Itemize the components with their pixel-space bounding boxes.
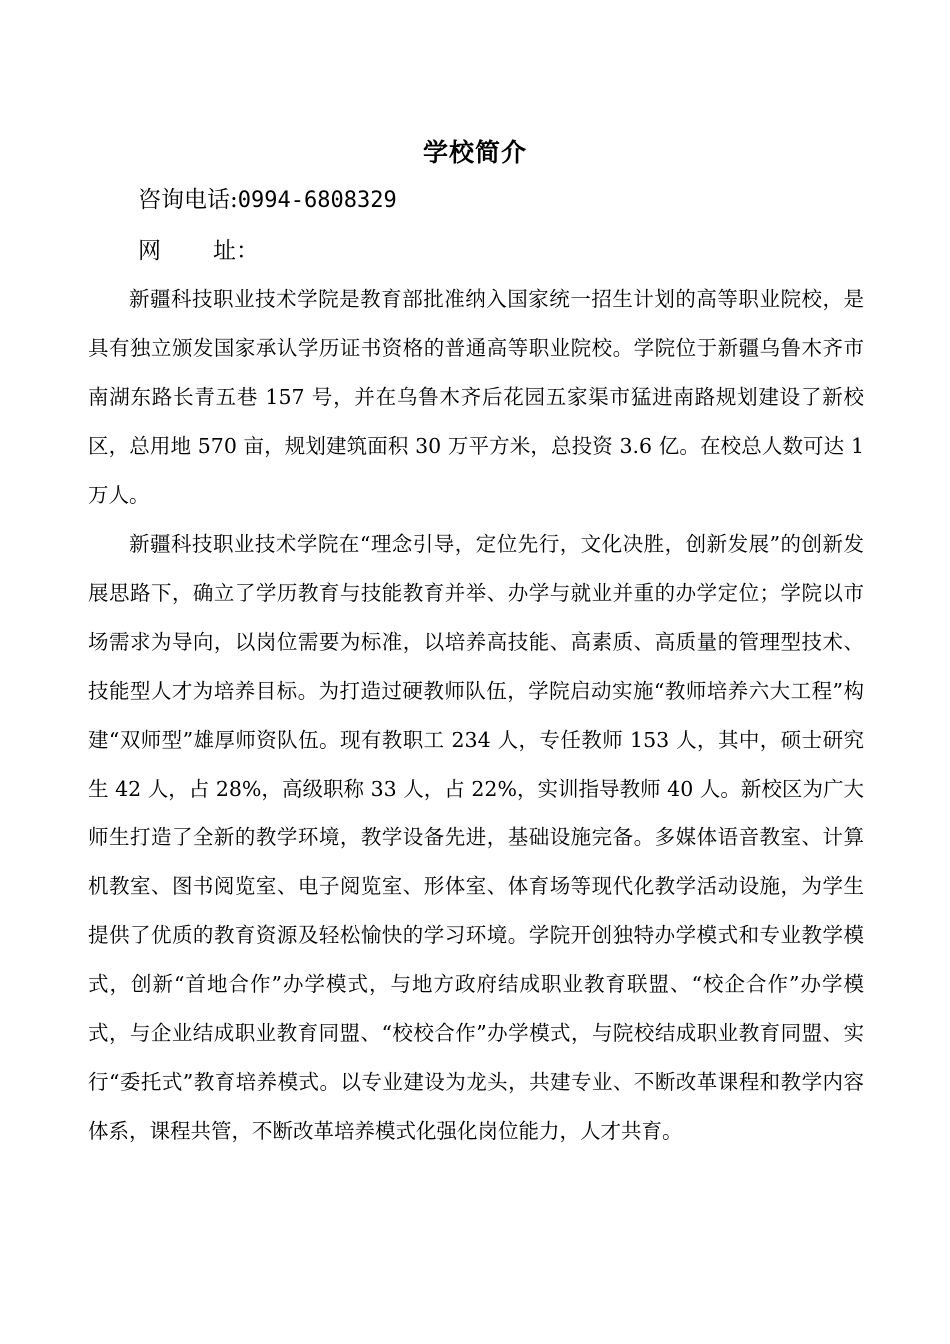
paragraph-intro: 新疆科技职业技术学院是教育部批准纳入国家统一招生计划的高等职业院校，是具有独立颁发国家承认学历证书资格的普通高等职业院校。学院位于新疆乌鲁木齐市南湖东路长青五巷 157 号，并在乌鲁木齐后花园五家渠市猛进南路规划建设了新校区，总用地 570 亩，规划建筑面积 30 万平方米，总投资 3.6 亿。在校总人数可达 1 万人。 <box>88 287 864 507</box>
website-line <box>138 237 259 265</box>
paragraph-block-intro <box>88 275 864 520</box>
website-label-second: 址： <box>213 238 259 264</box>
phone-number: 0994-6808329 <box>237 188 397 213</box>
document-title: 学校简介 <box>422 138 527 167</box>
phone-label: 咨询电话: <box>138 187 238 213</box>
phone-line <box>138 186 397 215</box>
paragraph-development: 新疆科技职业技术学院在“理念引导，定位先行，文化决胜，创新发展”的创新发展思路下，确立了学历教育与技能教育并举、办学与就业并重的办学定位；学院以市场需求为导向，以岗位需要为标准，以培养高技能、高素质、高质量的管理型技术、技能型人才为培养目标。为打造过硬教师队伍，学院启动实施“教师培养六大工程”构建“双师型”雄厚师资队伍。现有教职工 234 人，专任教师 153 人，其中，硕士研究生 42 人，占 28%，高级职称 33 人，占 22%，实训指导教师 40 人。新校区为广大师生打造了全新的教学环境，教学设备先进，基础设施完备。多媒体语音教室、计算机教室、图书阅览室、电子阅览室、形体室、体育场等现代化教学活动设施，为学生提供了优质的教育资源及轻松愉快的学习环境。学院开创独特办学模式和专业教学模式，创新“首地合作”办学模式，与地方政府结成职业教育联盟、“校企合作”办学模式，与企业结成职业教育同盟、“校校合作”办学模式，与院校结成职业教育同盟、实行“委托式”教育培养模式。以专业建设为龙头，共建专业、不断改革课程和教学内容体系，课程共管，不断改革培养模式化强化岗位能力，人才共育。 <box>88 532 864 1143</box>
website-label-first: 网 <box>138 238 161 264</box>
paragraph-block-development <box>88 520 864 1156</box>
